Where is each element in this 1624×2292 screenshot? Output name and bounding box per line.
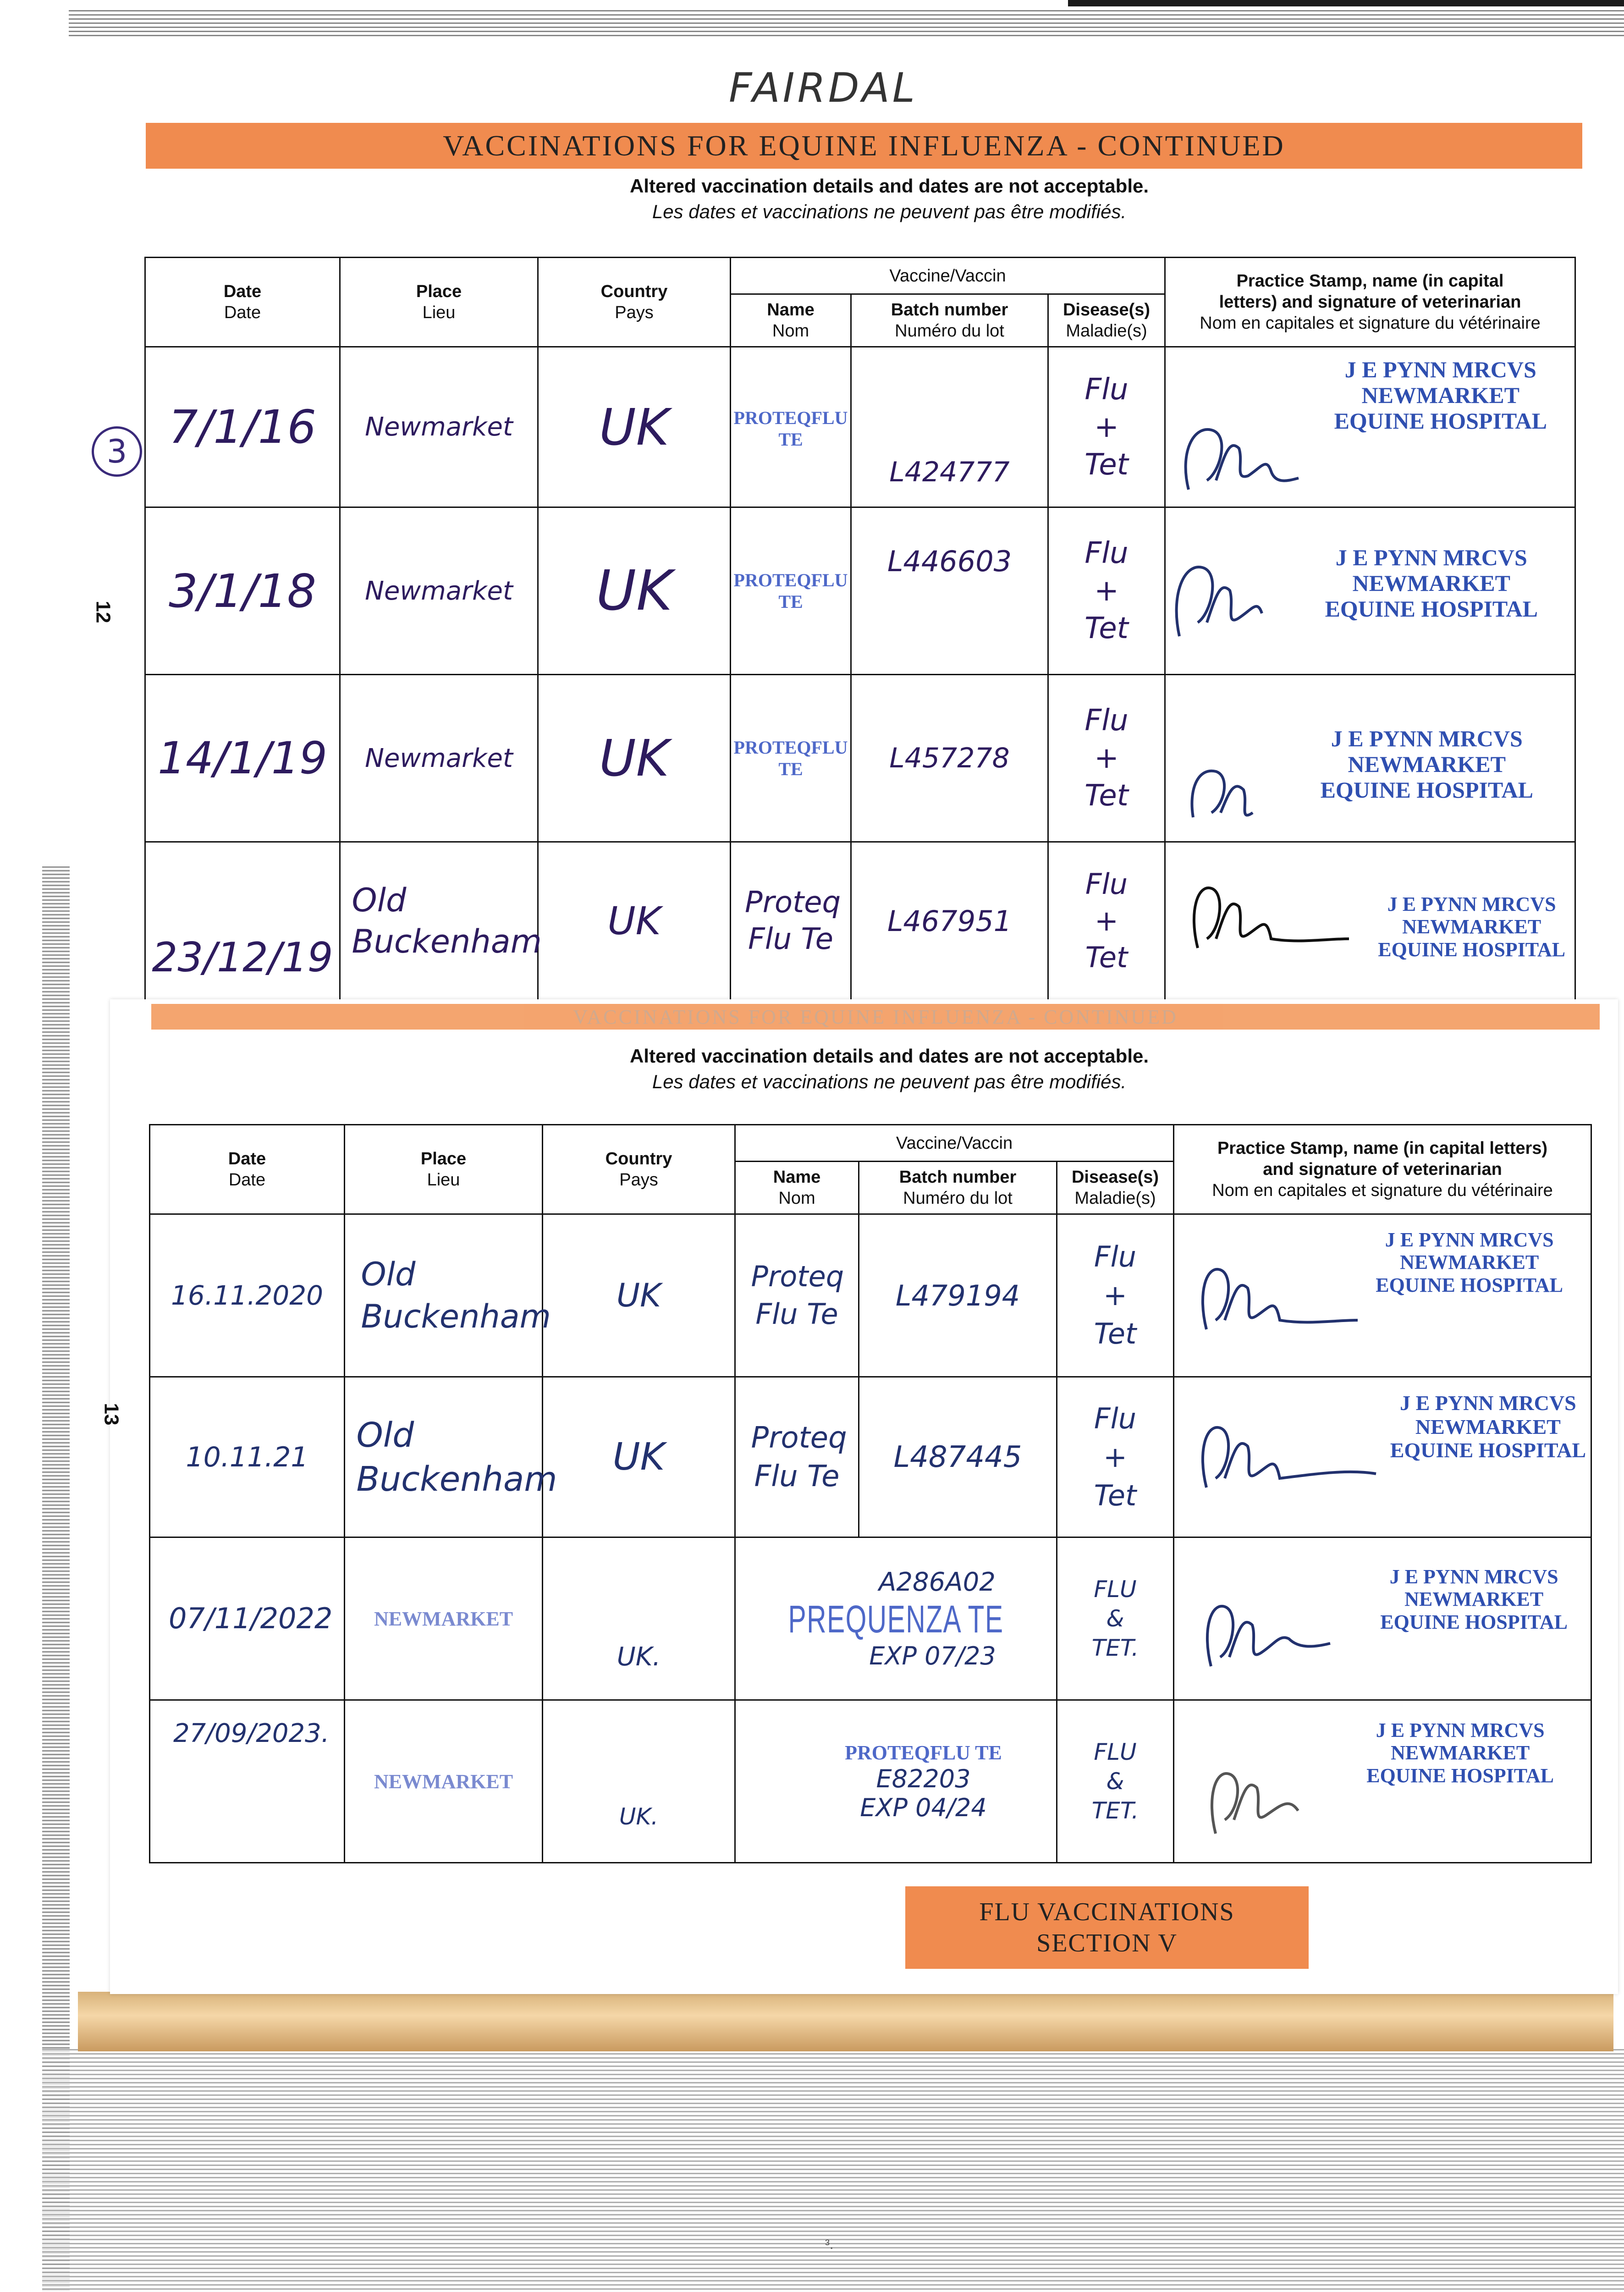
- disease-cell: Flu + Tet: [1094, 1240, 1137, 1350]
- col-name: Name Nom: [735, 1162, 859, 1214]
- handwritten-title: FAIRDAL: [729, 64, 918, 111]
- circled-number: 3: [92, 426, 142, 477]
- table-row: [150, 1700, 1591, 1863]
- col-date: Date Date: [145, 258, 340, 347]
- vet-signature: [1188, 1251, 1362, 1339]
- page-number-13: 13: [100, 1403, 123, 1426]
- batch-cell: L479194: [895, 1278, 1020, 1312]
- batch-cell: A286A02: [879, 1567, 996, 1597]
- vet-signature: [1179, 749, 1308, 836]
- batch-cell: L424777: [889, 456, 1010, 488]
- section-label-box: [905, 1886, 1309, 1969]
- vet-signature: [1179, 870, 1354, 957]
- place-stamp: NEWMARKET: [374, 1770, 513, 1793]
- batch-cell: L446603: [887, 545, 1012, 578]
- disease-cell: Flu + Tet: [1085, 704, 1129, 813]
- place-cell: Old Buckenham: [356, 1415, 557, 1499]
- vaccine-name-stamp: PROTEQFLU TE: [733, 570, 848, 612]
- country-cell: UK: [607, 898, 661, 943]
- expiry-cell: EXP 04/24: [860, 1793, 987, 1822]
- country-cell: UK: [599, 397, 669, 457]
- table-row: [145, 675, 1575, 842]
- col-disease: Disease(s) Maladie(s): [1057, 1162, 1174, 1214]
- vaccine-name-cell: Proteq Flu Te: [751, 1260, 844, 1331]
- date-cell: 16.11.2020: [171, 1280, 324, 1311]
- vet-stamp: J E PYNN MRCVS NEWMARKET EQUINE HOSPITAL: [1320, 726, 1534, 803]
- notice-fr: Les dates et vaccinations ne peuvent pas être modifiés.: [652, 201, 1127, 222]
- vet-stamp: J E PYNN MRCVS NEWMARKET EQUINE HOSPITAL: [1376, 1229, 1563, 1296]
- vet-signature: [1166, 554, 1294, 641]
- col-vaccine: Vaccine/Vaccin: [735, 1125, 1174, 1162]
- date-cell: 27/09/2023.: [173, 1719, 330, 1748]
- vaccine-name-stamp: PROTEQFLU TE: [733, 737, 848, 779]
- col-vaccine: Vaccine/Vaccin: [731, 258, 1165, 294]
- vet-stamp: J E PYNN MRCVS NEWMARKET EQUINE HOSPITAL: [1378, 893, 1566, 961]
- scan-artifact: [1068, 0, 1624, 6]
- notice-en: Altered vaccination details and dates are not acceptable.: [629, 1045, 1149, 1067]
- country-cell: UK.: [617, 1642, 661, 1672]
- disease-cell: FLU & TET.: [1091, 1739, 1139, 1824]
- country-cell: UK: [612, 1435, 665, 1479]
- batch-cell: L467951: [887, 904, 1012, 938]
- vet-stamp: J E PYNN MRCVS NEWMARKET EQUINE HOSPITAL: [1380, 1565, 1568, 1633]
- date-cell: 10.11.21: [186, 1441, 308, 1473]
- vet-stamp: J E PYNN MRCVS NEWMARKET EQUINE HOSPITAL: [1390, 1391, 1586, 1462]
- vet-signature: [1175, 412, 1303, 499]
- disease-cell: Flu + Tet: [1085, 536, 1129, 645]
- table-row: [145, 347, 1575, 507]
- country-cell: UK: [616, 1277, 661, 1314]
- passport-page-edge: [78, 1992, 1613, 2051]
- col-practice: Practice Stamp, name (in capital letters) and signature of veterinarian Nom en capitales et signature du vétérinaire: [1165, 258, 1575, 347]
- place-stamp: NEWMARKET: [374, 1607, 513, 1630]
- disease-cell: Flu + Tet: [1085, 372, 1129, 482]
- vaccine-name-cell: Proteq Flu Te: [751, 1421, 847, 1493]
- disease-cell: FLU & TET.: [1091, 1576, 1139, 1661]
- batch-cell: L487445: [893, 1440, 1022, 1474]
- country-cell: UK.: [619, 1803, 659, 1830]
- table-row: [150, 1537, 1591, 1700]
- place-cell: Old Buckenham: [352, 882, 542, 960]
- col-place: Place Lieu: [345, 1125, 543, 1214]
- place-cell: Old Buckenham: [361, 1256, 551, 1335]
- place-cell: Newmarket: [365, 743, 513, 773]
- notice: [413, 173, 1366, 225]
- vet-signature: [1188, 1410, 1381, 1497]
- vaccine-name-stamp: PROTEQFLU TE: [845, 1741, 1002, 1764]
- place-cell: Newmarket: [365, 576, 513, 606]
- vet-stamp: J E PYNN MRCVS NEWMARKET EQUINE HOSPITAL: [1366, 1719, 1554, 1787]
- vaccination-table-page-13: [149, 1124, 1592, 1863]
- disease-cell: Flu + Tet: [1094, 1401, 1137, 1512]
- section-title-bar-faint: VACCINATIONS FOR EQUINE INFLUENZA - CONTINUED: [151, 1004, 1600, 1030]
- vaccine-name-stamp: PREQUENZA TE: [788, 1597, 1004, 1641]
- table-row: [145, 507, 1575, 675]
- col-batch: Batch number Numéro du lot: [851, 294, 1048, 347]
- section-title-bar: VACCINATIONS FOR EQUINE INFLUENZA - CONTINUED: [146, 123, 1582, 169]
- date-cell: 3/1/18: [169, 564, 316, 618]
- notice-fr: Les dates et vaccinations ne peuvent pas être modifiés.: [652, 1071, 1127, 1092]
- expiry-cell: EXP 07/23: [869, 1641, 996, 1670]
- section-label-line2: SECTION V: [1036, 1929, 1178, 1957]
- col-place: Place Lieu: [340, 258, 538, 347]
- page-number-12: 12: [92, 601, 115, 623]
- footer-mark: ³.: [825, 2237, 834, 2252]
- vaccination-table-page-12: [144, 257, 1576, 1001]
- date-cell: 14/1/19: [157, 733, 328, 784]
- col-country: Country Pays: [538, 258, 731, 347]
- section-label-line1: FLU VACCINATIONS: [979, 1898, 1235, 1926]
- notice: [413, 1043, 1366, 1095]
- vaccine-name-cell: Proteq Flu Te: [745, 886, 841, 956]
- col-batch: Batch number Numéro du lot: [859, 1162, 1057, 1214]
- country-cell: UK: [596, 559, 672, 623]
- notice-en: Altered vaccination details and dates are not acceptable.: [629, 175, 1149, 197]
- table-row: [145, 842, 1575, 1000]
- date-cell: 7/1/16: [169, 400, 316, 454]
- col-country: Country Pays: [543, 1125, 735, 1214]
- col-practice: Practice Stamp, name (in capital letters) and signature of veterinarian Nom en capitales et signature du vétérinaire: [1174, 1125, 1591, 1214]
- vet-signature: [1193, 1588, 1339, 1675]
- country-cell: UK: [599, 729, 669, 788]
- table-row: [150, 1214, 1591, 1377]
- place-cell: Newmarket: [365, 412, 513, 442]
- col-date: Date Date: [150, 1125, 345, 1214]
- batch-cell: E82203: [876, 1764, 971, 1793]
- col-disease: Disease(s) Maladie(s): [1048, 294, 1165, 347]
- col-name: Name Nom: [731, 294, 851, 347]
- vet-stamp: J E PYNN MRCVS NEWMARKET EQUINE HOSPITAL: [1334, 357, 1547, 434]
- table-row: [150, 1377, 1591, 1537]
- batch-cell: L457278: [889, 742, 1010, 774]
- date-cell: 23/12/19: [152, 934, 333, 981]
- scan-artifact: [42, 2049, 1624, 2292]
- scan-artifact: [69, 10, 1624, 39]
- vaccine-name-stamp: PROTEQFLU TE: [733, 408, 848, 450]
- vet-stamp: J E PYNN MRCVS NEWMARKET EQUINE HOSPITAL: [1325, 545, 1538, 622]
- date-cell: 07/11/2022: [169, 1602, 333, 1635]
- vet-signature: [1197, 1751, 1335, 1838]
- disease-cell: Flu + Tet: [1085, 867, 1128, 974]
